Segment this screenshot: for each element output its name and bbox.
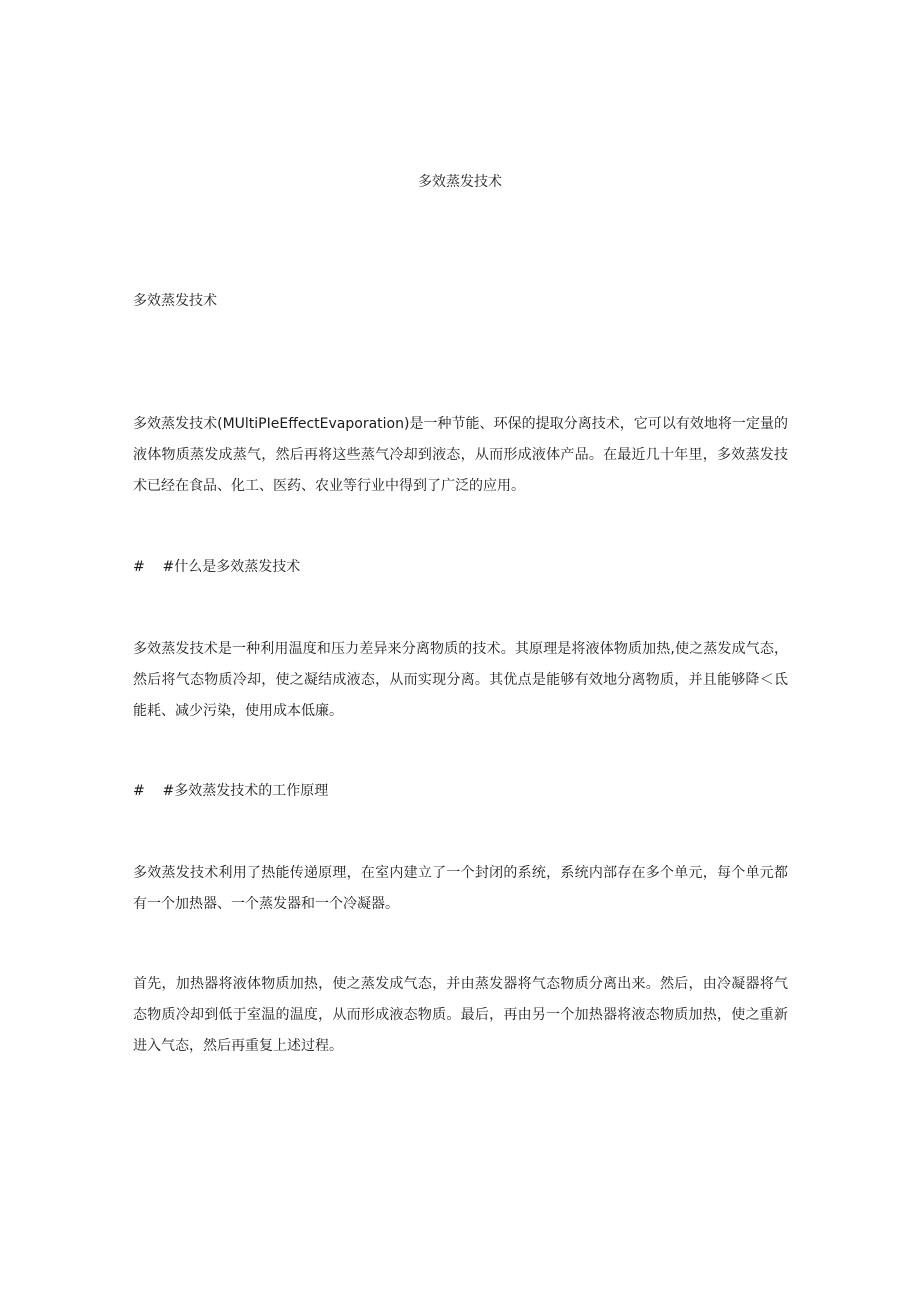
intro-paragraph: 多效蒸发技术(MUltiPIeEffectEvaporation)是一种节能、环保的提取分离技术，它可以有效地将一定量的液体物质蒸发成蒸气，然后再将这些蒸气冷却到液态，从而形成液体产品。在最近几十年里，多效蒸发技术已经在食品、化工、医药、农业等行业中得到了广泛的应用。 [133, 416, 788, 494]
document-subtitle: 多效蒸发技术 [133, 293, 217, 309]
section-heading-working-principle: # #多效蒸发技术的工作原理 [133, 783, 329, 799]
document-title: 多效蒸发技术 [418, 174, 502, 190]
working-principle-paragraph-1: 多效蒸发技术利用了热能传递原理，在室内建立了一个封闭的系统，系统内部存在多个单元，每个单元都有一个加热器、一个蒸发器和一个冷凝器。 [133, 865, 788, 912]
working-principle-paragraph-2: 首先，加热器将液体物质加热，使之蒸发成气态，并由蒸发器将气态物质分离出来。然后，由冷凝器将气态物质冷却到低于室温的温度，从而形成液态物质。最后，再由另一个加热器将液态物质加热，使之重新进入气态，然后再重复上述过程。 [133, 976, 788, 1054]
section-what-is-paragraph: 多效蒸发技术是一种利用温度和压力差异来分离物质的技术。其原理是将液体物质加热,使之蒸发成气态，然后将气态物质冷却，使之凝结成液态，从而实现分离。其优点是能够有效地分离物质，并且能够降＜氐能耗、减少污染，使用成本低廉。 [133, 641, 788, 719]
section-heading-what-is: # #什么是多效蒸发技术 [133, 559, 301, 575]
